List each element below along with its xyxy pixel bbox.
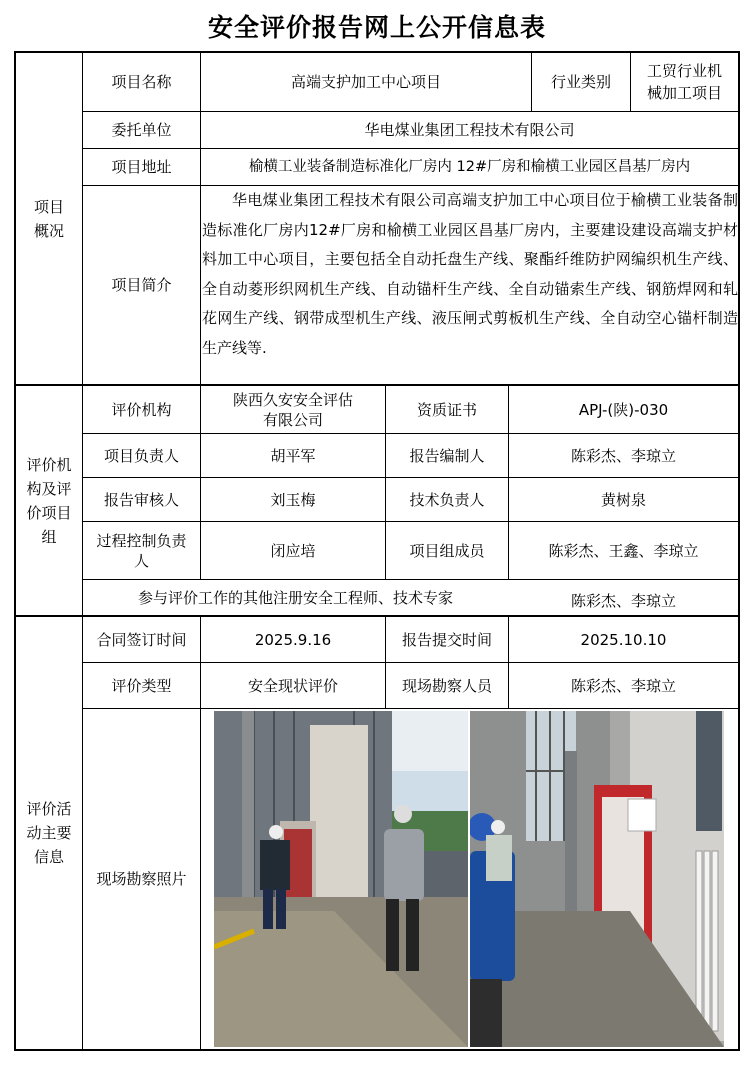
org-label: 评价机构 (111, 400, 172, 419)
leader-value: 胡平军 (270, 446, 316, 465)
site-photo-2 (470, 711, 724, 1047)
section-project-overview-label: 项目 概况 (33, 197, 64, 240)
writer-label: 报告编制人 (409, 446, 485, 465)
section-evaluation-activity-label: 评价活 动主要 信息 (26, 800, 72, 866)
address-label: 项目地址 (111, 158, 172, 176)
process-value: 闭应培 (270, 541, 316, 560)
reviewer-value: 刘玉梅 (270, 490, 316, 509)
reviewer-label: 报告审核人 (103, 490, 179, 509)
org-value: 陕西久安安全评估 有限公司 (232, 390, 353, 429)
tech-value: 黄树泉 (600, 490, 646, 509)
survey-staff-label: 现场勘察人员 (401, 676, 492, 695)
leader-label: 项目负责人 (103, 446, 179, 465)
others-value: 陈彩杰、李琼立 (570, 592, 676, 610)
industry-label: 行业类别 (550, 73, 611, 91)
eval-type-value: 安全现状评价 (247, 676, 338, 695)
cert-value: APJ-(陕)-030 (578, 400, 669, 419)
project-intro-text: 华电煤业集团工程技术有限公司高端支护加工中心项目位于榆横工业装备制造标准化厂房内12#厂房和榆横工业园区昌基厂房内，主要建设建设高端支护材料加工中心项目，主要包括全自动托盘生产线、聚酯纤维防护网编织机生产线、全自动菱形织网机生产线、自动锚杆生产线、全自动锚索生产线、钢筋焊网和轧花网生产线、钢带成型机生产线、液压闸式剪板机生产线、全自动空心锚杆制造生产线等. (202, 191, 738, 357)
industry-value: 工贸行业机械加工项目 (646, 62, 722, 102)
client-label: 委托单位 (111, 121, 172, 139)
intro-label: 项目简介 (111, 276, 172, 294)
members-value: 陈彩杰、王鑫、李琼立 (548, 541, 699, 560)
submit-date-value: 2025.10.10 (580, 630, 667, 649)
contract-date-value: 2025.9.16 (254, 630, 332, 649)
members-label: 项目组成员 (409, 541, 485, 560)
contract-date-label: 合同签订时间 (96, 630, 187, 649)
writer-value: 陈彩杰、李琼立 (570, 446, 676, 465)
page-title: 安全评价报告网上公开信息表 (207, 13, 546, 42)
address-value: 榆横工业装备制造标准化厂房内 12#厂房和榆横工业园区昌基厂房内 (248, 159, 691, 175)
cert-label: 资质证书 (416, 400, 477, 419)
project-name-value: 高端支护加工中心项目 (290, 73, 441, 91)
survey-staff-value: 陈彩杰、李琼立 (570, 676, 676, 695)
submit-date-label: 报告提交时间 (401, 630, 492, 649)
others-label: 参与评价工作的其他注册安全工程师、技术专家 (137, 588, 453, 607)
site-photo-1 (214, 711, 468, 1047)
process-label: 过程控制负责 人 (96, 531, 187, 570)
project-name-label: 项目名称 (111, 73, 172, 91)
client-value: 华电煤业集团工程技术有限公司 (364, 121, 575, 139)
survey-photos-label: 现场勘察照片 (96, 870, 187, 888)
eval-type-label: 评价类型 (111, 676, 172, 695)
section-evaluation-org-label: 评价机 构及评 价项目 组 (26, 455, 72, 546)
tech-label: 技术负责人 (409, 490, 485, 509)
